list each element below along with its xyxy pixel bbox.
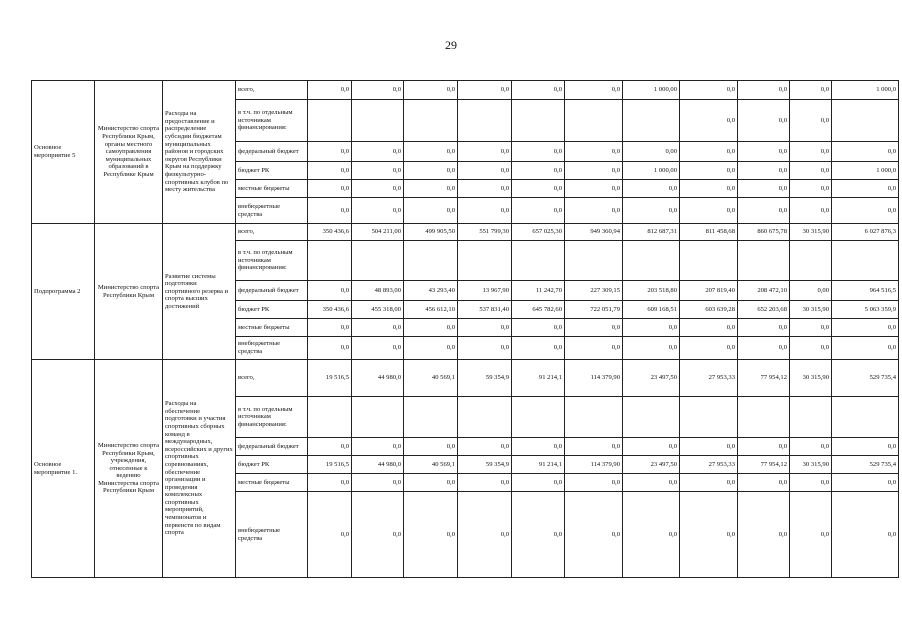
amount-cell: 30 315,90 — [790, 456, 832, 474]
amount-cell: 0,0 — [404, 337, 458, 360]
table-row — [32, 224, 899, 241]
amount-cell — [352, 397, 404, 438]
amount-cell: 0,0 — [832, 474, 899, 492]
amount-cell — [565, 397, 623, 438]
amount-cell: 0,0 — [308, 198, 352, 224]
amount-cell: 645 782,60 — [512, 301, 565, 319]
amount-cell: 0,0 — [738, 180, 790, 198]
amount-cell: 0,0 — [308, 162, 352, 180]
amount-cell: 0,0 — [404, 474, 458, 492]
amount-cell: 0,0 — [308, 474, 352, 492]
amount-cell: 77 954,12 — [738, 456, 790, 474]
amount-cell — [458, 241, 512, 281]
funding-source: внебюджетные средства — [236, 337, 308, 360]
amount-cell: 722 051,79 — [565, 301, 623, 319]
amount-cell: 0,0 — [308, 438, 352, 456]
amount-cell: 0,0 — [680, 474, 738, 492]
amount-cell: 0,0 — [458, 438, 512, 456]
program-name: Основное мероприятие 5 — [32, 81, 95, 224]
amount-cell: 0,0 — [404, 162, 458, 180]
amount-cell: 11 242,70 — [512, 281, 565, 301]
amount-cell: 657 025,30 — [512, 224, 565, 241]
amount-cell: 0,0 — [738, 474, 790, 492]
amount-cell: 30 315,90 — [790, 301, 832, 319]
amount-cell: 1 000,0 — [832, 162, 899, 180]
amount-cell: 0,0 — [352, 492, 404, 578]
amount-cell: 0,0 — [680, 319, 738, 337]
amount-cell: 455 318,00 — [352, 301, 404, 319]
funding-source: в т.ч. по отдельным источникам финансирования: — [236, 100, 308, 142]
amount-cell: 0,0 — [790, 180, 832, 198]
amount-cell: 0,0 — [458, 319, 512, 337]
amount-cell — [565, 241, 623, 281]
amount-cell: 0,0 — [623, 492, 680, 578]
amount-cell: 0,0 — [790, 162, 832, 180]
budget-table — [31, 80, 899, 578]
amount-cell: 0,0 — [565, 81, 623, 100]
amount-cell: 0,0 — [512, 198, 565, 224]
executor: Министерство спорта Республики Крым — [95, 224, 163, 360]
amount-cell: 0,0 — [404, 438, 458, 456]
amount-cell: 0,0 — [565, 438, 623, 456]
amount-cell: 27 953,33 — [680, 456, 738, 474]
funding-source: местные бюджеты — [236, 474, 308, 492]
funding-source: бюджет РК — [236, 162, 308, 180]
amount-cell: 350 436,6 — [308, 224, 352, 241]
amount-cell: 43 293,40 — [404, 281, 458, 301]
amount-cell: 0,0 — [680, 180, 738, 198]
amount-cell: 44 980,0 — [352, 360, 404, 397]
measure-description: Расходы на обеспечение подготовки и участия спортивных сборных команд в международных, всероссийских и других спортивных соревнованиях, обеспечение организации и проведения комплексных спортивных мероприятий, чемпионатов и первенств по видам спорта — [163, 360, 236, 578]
amount-cell — [738, 241, 790, 281]
amount-cell: 0,0 — [738, 492, 790, 578]
amount-cell — [512, 397, 565, 438]
amount-cell: 0,0 — [512, 81, 565, 100]
amount-cell: 0,0 — [458, 180, 512, 198]
amount-cell: 0,0 — [565, 319, 623, 337]
amount-cell — [623, 100, 680, 142]
amount-cell: 949 360,94 — [565, 224, 623, 241]
amount-cell: 0,0 — [308, 180, 352, 198]
amount-cell: 23 497,50 — [623, 360, 680, 397]
funding-source: бюджет РК — [236, 456, 308, 474]
amount-cell: 0,0 — [623, 337, 680, 360]
amount-cell: 0,0 — [565, 142, 623, 162]
program-name: Основное мероприятие 1. — [32, 360, 95, 578]
amount-cell: 40 569,1 — [404, 360, 458, 397]
amount-cell: 44 980,0 — [352, 456, 404, 474]
amount-cell: 0,0 — [565, 162, 623, 180]
funding-source: всего, — [236, 360, 308, 397]
amount-cell: 59 354,9 — [458, 360, 512, 397]
amount-cell: 0,0 — [308, 142, 352, 162]
amount-cell: 0,0 — [458, 492, 512, 578]
amount-cell: 0,0 — [512, 162, 565, 180]
amount-cell: 603 639,28 — [680, 301, 738, 319]
funding-source: местные бюджеты — [236, 319, 308, 337]
funding-source: внебюджетные средства — [236, 198, 308, 224]
amount-cell: 0,0 — [404, 198, 458, 224]
amount-cell: 0,0 — [404, 492, 458, 578]
amount-cell: 0,0 — [404, 180, 458, 198]
amount-cell — [738, 397, 790, 438]
amount-cell: 91 214,1 — [512, 360, 565, 397]
amount-cell: 609 168,51 — [623, 301, 680, 319]
amount-cell: 499 905,50 — [404, 224, 458, 241]
amount-cell — [308, 241, 352, 281]
amount-cell: 0,0 — [404, 319, 458, 337]
amount-cell: 0,0 — [352, 474, 404, 492]
amount-cell: 652 203,68 — [738, 301, 790, 319]
amount-cell: 0,0 — [623, 180, 680, 198]
amount-cell: 0,0 — [512, 474, 565, 492]
amount-cell: 0,0 — [680, 162, 738, 180]
amount-cell: 537 831,40 — [458, 301, 512, 319]
amount-cell: 0,0 — [565, 180, 623, 198]
amount-cell: 0,0 — [680, 438, 738, 456]
amount-cell: 0,0 — [458, 162, 512, 180]
amount-cell: 0,0 — [832, 492, 899, 578]
amount-cell: 0,0 — [832, 438, 899, 456]
amount-cell: 0,0 — [738, 438, 790, 456]
amount-cell: 0,0 — [680, 81, 738, 100]
funding-source: всего, — [236, 224, 308, 241]
amount-cell — [404, 241, 458, 281]
amount-cell — [308, 397, 352, 438]
amount-cell: 0,0 — [790, 100, 832, 142]
amount-cell: 0,00 — [790, 281, 832, 301]
amount-cell: 0,0 — [738, 142, 790, 162]
amount-cell: 0,0 — [565, 198, 623, 224]
amount-cell: 529 735,4 — [832, 360, 899, 397]
amount-cell: 0,0 — [512, 492, 565, 578]
amount-cell: 811 458,68 — [680, 224, 738, 241]
amount-cell: 529 735,4 — [832, 456, 899, 474]
amount-cell: 860 675,78 — [738, 224, 790, 241]
amount-cell — [404, 397, 458, 438]
amount-cell: 0,0 — [308, 319, 352, 337]
amount-cell: 0,0 — [512, 180, 565, 198]
amount-cell — [832, 241, 899, 281]
measure-description: Развитие системы подготовки спортивного резерва и спорта высших достижений — [163, 224, 236, 360]
amount-cell: 19 516,5 — [308, 456, 352, 474]
amount-cell — [680, 397, 738, 438]
funding-source: местные бюджеты — [236, 180, 308, 198]
funding-source: федеральный бюджет — [236, 281, 308, 301]
page-number: 29 — [445, 38, 457, 52]
amount-cell: 0,0 — [623, 438, 680, 456]
amount-cell — [790, 241, 832, 281]
funding-source: внебюджетные средства — [236, 492, 308, 578]
amount-cell: 114 379,90 — [565, 360, 623, 397]
amount-cell — [308, 100, 352, 142]
amount-cell: 0,0 — [623, 198, 680, 224]
amount-cell: 0,0 — [565, 492, 623, 578]
amount-cell: 59 354,9 — [458, 456, 512, 474]
amount-cell: 0,0 — [790, 319, 832, 337]
amount-cell: 0,0 — [832, 198, 899, 224]
amount-cell: 0,0 — [404, 81, 458, 100]
amount-cell: 0,0 — [738, 198, 790, 224]
amount-cell: 0,0 — [458, 474, 512, 492]
amount-cell: 0,0 — [738, 81, 790, 100]
amount-cell: 0,0 — [738, 337, 790, 360]
amount-cell: 30 315,90 — [790, 224, 832, 241]
amount-cell: 30 315,90 — [790, 360, 832, 397]
amount-cell: 456 612,10 — [404, 301, 458, 319]
executor: Министерство спорта Республики Крым, учреждения, отнесенные к ведению Министерства спорта Республики Крым — [95, 360, 163, 578]
amount-cell: 0,0 — [308, 281, 352, 301]
amount-cell: 0,0 — [680, 100, 738, 142]
amount-cell: 0,0 — [738, 162, 790, 180]
amount-cell: 0,0 — [458, 198, 512, 224]
amount-cell: 0,0 — [832, 142, 899, 162]
amount-cell: 91 214,1 — [512, 456, 565, 474]
amount-cell: 0,0 — [565, 474, 623, 492]
amount-cell: 0,0 — [512, 438, 565, 456]
executor: Министерство спорта Республики Крым, органы местного самоуправления муниципальных образований в Республике Крым — [95, 81, 163, 224]
funding-source: федеральный бюджет — [236, 438, 308, 456]
funding-source: в т.ч. по отдельным источникам финансирования: — [236, 397, 308, 438]
amount-cell: 6 027 876,3 — [832, 224, 899, 241]
amount-cell: 0,0 — [458, 81, 512, 100]
amount-cell: 0,0 — [790, 337, 832, 360]
table-row — [32, 81, 899, 100]
amount-cell: 0,0 — [790, 198, 832, 224]
amount-cell: 964 516,5 — [832, 281, 899, 301]
amount-cell — [832, 100, 899, 142]
amount-cell — [832, 397, 899, 438]
amount-cell: 0,0 — [404, 142, 458, 162]
amount-cell: 0,0 — [680, 337, 738, 360]
amount-cell: 0,0 — [308, 492, 352, 578]
amount-cell: 208 472,10 — [738, 281, 790, 301]
amount-cell: 0,0 — [680, 492, 738, 578]
amount-cell: 0,0 — [623, 474, 680, 492]
amount-cell: 77 954,12 — [738, 360, 790, 397]
amount-cell: 350 436,6 — [308, 301, 352, 319]
amount-cell: 0,0 — [738, 319, 790, 337]
amount-cell: 812 687,31 — [623, 224, 680, 241]
amount-cell — [512, 100, 565, 142]
amount-cell — [623, 241, 680, 281]
amount-cell — [790, 397, 832, 438]
amount-cell: 0,0 — [308, 337, 352, 360]
amount-cell: 551 799,30 — [458, 224, 512, 241]
funding-source: всего, — [236, 81, 308, 100]
budget-table-body — [32, 81, 899, 578]
amount-cell: 0,0 — [680, 198, 738, 224]
amount-cell: 227 309,15 — [565, 281, 623, 301]
amount-cell: 0,0 — [308, 81, 352, 100]
amount-cell: 1 000,00 — [623, 81, 680, 100]
amount-cell: 0,0 — [512, 142, 565, 162]
amount-cell: 0,0 — [680, 142, 738, 162]
amount-cell: 0,0 — [790, 474, 832, 492]
funding-source: федеральный бюджет — [236, 142, 308, 162]
amount-cell: 207 819,40 — [680, 281, 738, 301]
amount-cell: 0,0 — [352, 180, 404, 198]
amount-cell: 0,0 — [512, 319, 565, 337]
program-name: Подпрограмма 2 — [32, 224, 95, 360]
amount-cell: 203 518,80 — [623, 281, 680, 301]
amount-cell: 0,0 — [790, 81, 832, 100]
amount-cell: 0,0 — [738, 100, 790, 142]
amount-cell: 0,0 — [352, 142, 404, 162]
amount-cell: 0,0 — [352, 198, 404, 224]
amount-cell: 27 953,33 — [680, 360, 738, 397]
funding-source: в т.ч. по отдельным источникам финансирования: — [236, 241, 308, 281]
amount-cell: 0,0 — [512, 337, 565, 360]
amount-cell: 13 967,90 — [458, 281, 512, 301]
amount-cell: 1 000,0 — [832, 81, 899, 100]
amount-cell: 0,0 — [352, 337, 404, 360]
amount-cell — [680, 241, 738, 281]
amount-cell — [352, 241, 404, 281]
amount-cell: 0,0 — [352, 438, 404, 456]
amount-cell — [458, 397, 512, 438]
amount-cell: 0,0 — [458, 142, 512, 162]
amount-cell: 19 516,5 — [308, 360, 352, 397]
amount-cell: 0,0 — [352, 81, 404, 100]
amount-cell: 0,0 — [458, 337, 512, 360]
amount-cell: 0,0 — [352, 319, 404, 337]
amount-cell: 0,0 — [790, 438, 832, 456]
amount-cell: 114 379,90 — [565, 456, 623, 474]
amount-cell: 0,0 — [832, 180, 899, 198]
amount-cell: 0,00 — [623, 142, 680, 162]
amount-cell — [352, 100, 404, 142]
amount-cell: 23 497,50 — [623, 456, 680, 474]
amount-cell: 0,0 — [790, 142, 832, 162]
amount-cell: 1 000,00 — [623, 162, 680, 180]
amount-cell: 504 211,00 — [352, 224, 404, 241]
amount-cell: 0,0 — [352, 162, 404, 180]
amount-cell: 0,0 — [832, 319, 899, 337]
amount-cell — [565, 100, 623, 142]
amount-cell — [404, 100, 458, 142]
amount-cell — [458, 100, 512, 142]
measure-description: Расходы на предоставление и распределение субсидии бюджетам муниципальных районов и городских округов Республики Крым на поддержку физкультурно-спортивных клубов по месту жительства — [163, 81, 236, 224]
amount-cell: 0,0 — [565, 337, 623, 360]
amount-cell: 5 063 359,9 — [832, 301, 899, 319]
amount-cell: 0,0 — [623, 319, 680, 337]
table-row — [32, 360, 899, 397]
amount-cell — [623, 397, 680, 438]
amount-cell — [512, 241, 565, 281]
amount-cell: 0,0 — [790, 492, 832, 578]
amount-cell: 0,0 — [832, 337, 899, 360]
funding-source: бюджет РК — [236, 301, 308, 319]
amount-cell: 48 893,00 — [352, 281, 404, 301]
amount-cell: 40 569,1 — [404, 456, 458, 474]
